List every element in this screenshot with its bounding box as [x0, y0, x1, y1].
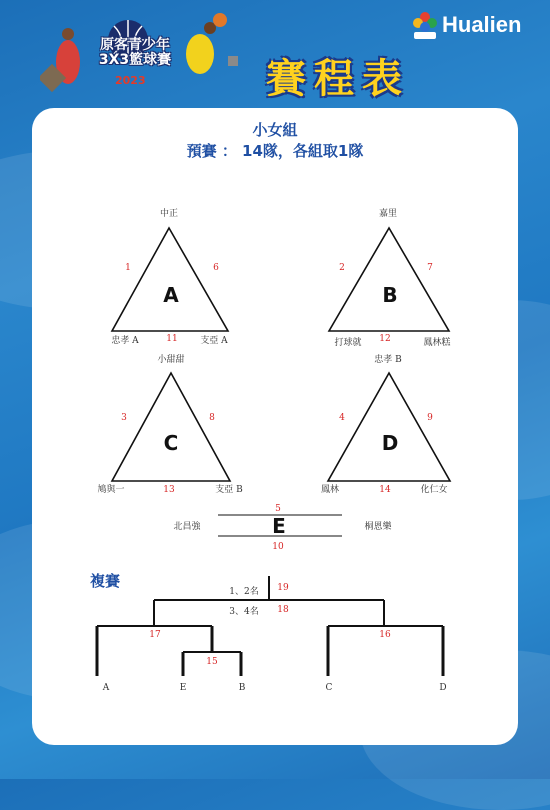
pool-d-right-team: 化仁女	[420, 485, 448, 495]
pool-d-top-team: 忠孝 B	[374, 355, 402, 365]
pool-d-game-left: 4	[339, 413, 345, 423]
pool-b-left-team: 打球就	[334, 338, 362, 348]
pool-b-letter: B	[382, 283, 398, 307]
group-title: 小女組	[252, 121, 298, 139]
pool-d-game-bottom: 14	[379, 485, 391, 495]
finals-rank-3-4: 3、4名	[229, 607, 259, 617]
pool-c-game-right: 8	[209, 413, 215, 423]
logo-year: 2023	[115, 74, 146, 87]
group-subtitle: 預賽 ： 14隊，各組取1隊	[186, 142, 364, 160]
hualien-flower-icon	[410, 10, 440, 44]
pool-b-game-bottom: 12	[379, 334, 391, 344]
finals-rank-1-2: 1、2名	[229, 587, 259, 597]
pool-d-game-right: 9	[427, 413, 433, 423]
pool-d-triangle	[328, 373, 450, 481]
pool-c-top-team: 小甜甜	[157, 355, 185, 365]
pool-a-letter: A	[163, 283, 179, 307]
pool-c-left-team: 鳩與一	[97, 485, 125, 495]
pool-c	[97, 353, 243, 495]
pool-e-right-team: 桐恩樂	[364, 522, 392, 532]
finals-game-18: 18	[277, 605, 289, 615]
pool-a-right-team: 支亞 A	[200, 336, 228, 346]
pool-d-left-team: 鳳林	[320, 485, 340, 495]
brand-name: Hualien	[442, 12, 522, 37]
pool-c-game-left: 3	[121, 413, 127, 423]
finals-slot-a: A	[102, 683, 110, 693]
pool-a-game-right: 6	[213, 263, 219, 273]
pool-e-game-bottom: 10	[272, 542, 284, 552]
finals-slot-d: D	[439, 683, 447, 693]
pool-a	[111, 207, 228, 346]
pool-c-right-team: 支亞 B	[215, 485, 243, 495]
pool-c-game-bottom: 13	[163, 485, 175, 495]
finals-slot-b: B	[238, 683, 246, 693]
page-header	[0, 0, 550, 108]
pool-b-game-left: 2	[339, 263, 345, 273]
finals-game-15: 15	[206, 657, 218, 667]
schedule-diagram	[32, 108, 518, 745]
finals-game-16: 16	[379, 630, 391, 640]
page-title: 賽程表	[266, 56, 410, 102]
pool-e-game-top: 5	[275, 504, 281, 514]
hualien-brand	[410, 10, 540, 44]
pool-a-game-bottom: 11	[166, 334, 178, 344]
pool-b-triangle	[329, 228, 449, 331]
pool-c-triangle	[112, 373, 230, 481]
pool-d	[321, 353, 450, 495]
finals-title: 複賽	[90, 572, 121, 590]
finals-game-17: 17	[149, 630, 161, 640]
pool-e-left-team: 北昌強	[173, 522, 201, 532]
finals-slot-c: C	[325, 683, 333, 693]
pool-a-game-left: 1	[125, 263, 131, 273]
pool-e-letter: E	[272, 514, 286, 538]
finals-bracket	[90, 572, 447, 693]
logo-title-line1: 原客青少年	[100, 37, 170, 53]
pool-b-right-team: 鳳林糕	[423, 338, 451, 348]
schedule-card	[32, 108, 518, 745]
logo-title-line2: 3X3籃球賽	[98, 52, 172, 68]
finals-slot-e: E	[179, 683, 187, 693]
pool-c-letter: C	[163, 431, 179, 455]
pool-a-top-team: 中正	[159, 209, 179, 219]
pool-a-left-team: 忠孝 A	[111, 336, 139, 346]
finals-game-19: 19	[277, 583, 289, 593]
pool-b-game-right: 7	[427, 263, 433, 273]
pool-b-top-team: 嘉里	[378, 209, 398, 219]
logo-title	[95, 38, 175, 68]
pool-a-triangle	[112, 228, 228, 331]
pool-e	[173, 504, 392, 552]
pool-d-letter: D	[381, 431, 399, 455]
pool-b	[329, 207, 451, 348]
